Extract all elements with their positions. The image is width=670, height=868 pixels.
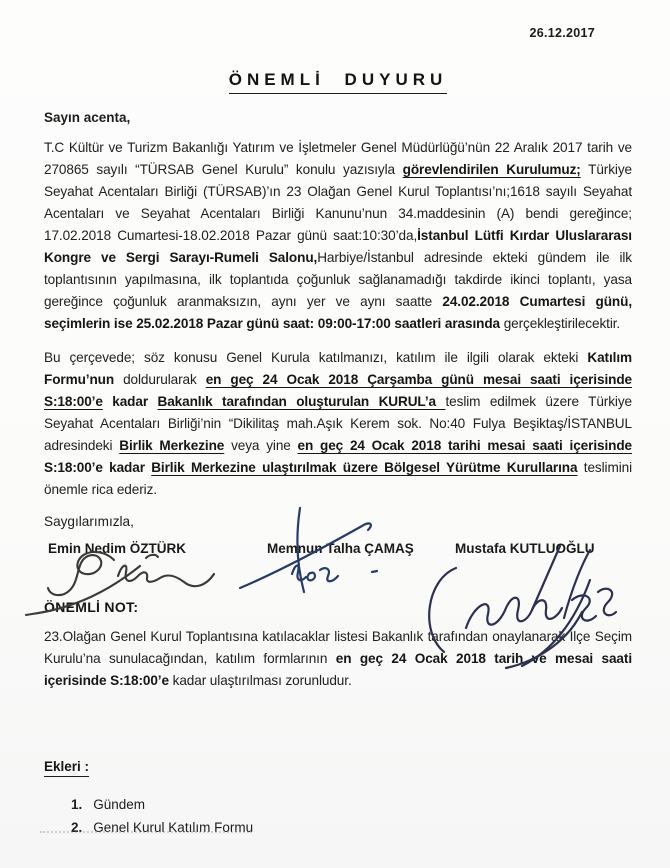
text-segment-bold: İstanbul Lütfi Kırdar Uluslararası Kongre ve Sergi Sarayı-Rumeli Salonu, — [44, 228, 632, 265]
text-segment: veya yine — [224, 438, 298, 453]
signatory-name: Mustafa KUTLUOĞLU — [455, 541, 595, 556]
list-item-label: Genel Kurul Katılım Formu — [93, 820, 254, 835]
text-segment: kadar ulaştırılması zorunludur. — [168, 673, 352, 688]
text-segment-emphasis: görevlendirilen Kurulumuz; — [402, 162, 581, 177]
title-row — [44, 70, 632, 94]
text-segment: gerçekleştirilecektir. — [503, 316, 621, 331]
attachments-heading: Ekleri : — [44, 759, 89, 777]
text-segment: T.C Kültür ve Turizm Bakanlığı Yatırım ve İşletmeler Genel Müdürlüğü’nün 22 Aralık 2017 tarih ve 270865 sayılı “TÜRSAB Genel Kurulu” konulu yazısıyla — [44, 140, 632, 177]
text-segment-bold: Katılım Formu’nun — [44, 350, 632, 387]
signatory-name: Emin Nedim ÖZTÜRK — [48, 541, 187, 556]
letter-date: 26.12.2017 — [529, 26, 595, 40]
scan-artifact-dotted-line — [40, 831, 252, 833]
important-note-heading: ÖNEMLİ NOT: — [44, 599, 139, 615]
list-item — [71, 816, 632, 839]
important-note-paragraph — [44, 626, 632, 692]
signature-block — [44, 533, 632, 599]
text-segment: doldurularak — [114, 372, 206, 387]
text-segment-emphasis: Birlik Merkezine ulaştırılmak üzere Bölgesel Yürütme Kurullarına — [151, 460, 578, 475]
text-segment-emphasis: Bakanlık tarafından oluşturulan KURUL’a — [157, 394, 446, 409]
signatory-name: Memnun Talha ÇAMAŞ — [267, 541, 414, 556]
text-segment: 23.Olağan Genel Kurul Toplantısına katılacaklar listesi Bakanlık tarafından onaylanarak İlçe Seçim Kurulu’na sunulacağından, katılım formlarının — [44, 629, 632, 666]
text-segment-bold: kadar — [102, 394, 158, 409]
text-segment: Türkiye Seyahat Acentaları Birliği (TÜRSAB)’ın 23 Olağan Genel Kurul Toplantısı’nı;1618 sayılı Seyahat Acentaları ve Seyahat Acentaları Birliği Kanunu’nun 34.maddesinin (A) bendi gereğince; 17.02.2018 Cumartesi-18.02.2018 Pazar günü saat:10:30’da, — [44, 162, 632, 243]
list-item-number: 2. — [71, 820, 83, 835]
paragraph-1 — [44, 137, 632, 335]
text-segment: teslimini önemle rica ederiz. — [44, 460, 632, 497]
text-segment-emphasis: en geç 24 Ocak 2018 Çarşamba günü mesai saati içerisinde S:18:00’e — [44, 372, 632, 409]
list-item — [71, 793, 632, 816]
text-segment: Bu çerçevede; söz konusu Genel Kurula katılmanızı, katılım ile ilgili olarak ekteki — [44, 350, 588, 365]
closing-salutation: Saygılarımızla, — [44, 514, 134, 529]
page-title: ÖNEMLİ DUYURU — [229, 70, 448, 94]
text-segment-bold: 24.02.2018 Cumartesi günü, seçimlerin ise 25.02.2018 Pazar günü saat: 09:00-17:00 saatleri arasında — [44, 294, 632, 331]
text-segment-bold: en geç 24 Ocak 2018 tarih ve mesai saati içerisinde S:18:00’e — [44, 651, 632, 688]
text-segment-emphasis: en geç 24 Ocak 2018 tarihi mesai saati içerisinde — [297, 438, 632, 453]
list-item-label: Gündem — [93, 797, 146, 812]
text-segment: teslim edilmek üzere Türkiye Seyahat Acentaları Birliği’nin “Dikilitaş mah.Aşık Kerem sok. No:40 Fulya Beşiktaş/İSTANBUL adresindeki — [44, 394, 632, 453]
list-item-number: 1. — [71, 797, 83, 812]
salutation: Sayın acenta, — [44, 110, 131, 125]
paragraph-2 — [44, 347, 632, 501]
text-segment-emphasis: Birlik Merkezine — [119, 438, 225, 453]
attachments-section — [44, 758, 632, 839]
text-segment: Harbiye/İstanbul adresinde ekteki gündem ile ilk toplantısının yapılmasına, ilk toplantıda çoğunluk sağlanamadığı takdirde ikinci toplantı, yasa gereğince çoğunluk aranmaksızın, aynı yer ve aynı saatte — [44, 250, 633, 309]
text-segment-bold: S:18:00’e kadar — [44, 460, 152, 475]
